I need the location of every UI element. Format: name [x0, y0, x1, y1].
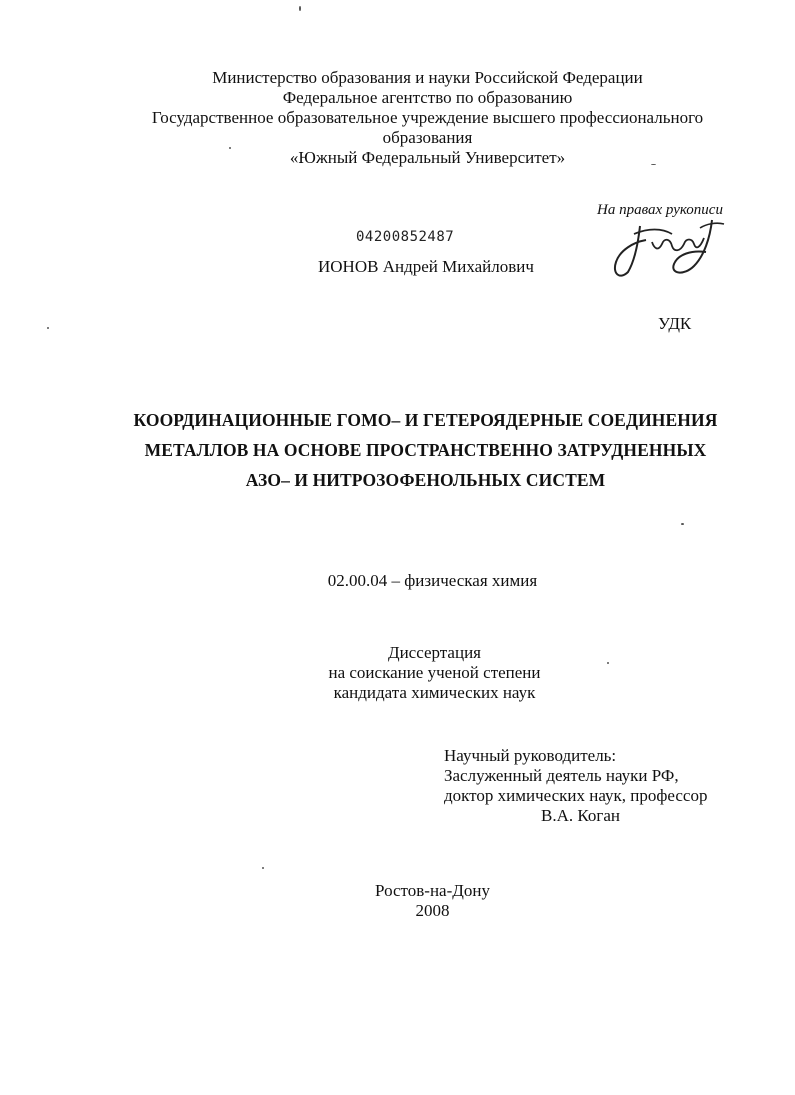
supervisor-honor: Заслуженный деятель науки РФ,: [444, 766, 679, 785]
supervisor-label: Научный руководитель:: [444, 746, 617, 765]
scan-speck: [262, 867, 264, 869]
city: Ростов-на-Дону: [375, 881, 490, 900]
udk-label: УДК: [658, 314, 692, 333]
manuscript-rights-note: На правах рукописи: [597, 202, 723, 218]
dissertation-label: Диссертация: [387, 643, 481, 662]
header-line-agency: Федеральное агентство по образованию: [282, 88, 573, 107]
title-line-2: МЕТАЛЛОВ НА ОСНОВЕ ПРОСТРАНСТВЕННО ЗАТРУДНЕННЫХ: [144, 440, 707, 460]
scan-speck: [299, 6, 301, 11]
place-year-block: [35, 881, 795, 921]
author-name: ИОНОВ Андрей Михайлович: [318, 257, 534, 276]
header-line-university: «Южный Федеральный Университет»: [289, 148, 566, 167]
supervisor-name: В.А. Коган: [541, 806, 620, 825]
scan-speck: [651, 164, 656, 165]
supervisor-degree: доктор химических наук, профессор: [444, 786, 708, 805]
handwritten-signature: [600, 208, 730, 280]
degree-field-line: кандидата химических наук: [333, 683, 536, 702]
title-line-1: КООРДИНАЦИОННЫЕ ГОМО– И ГЕТЕРОЯДЕРНЫЕ СОЕДИНЕНИЯ: [133, 410, 718, 430]
degree-line: на соискание ученой степени: [328, 663, 541, 682]
catalog-number: 04200852487: [356, 229, 455, 245]
title-line-3: АЗО– И НИТРОЗОФЕНОЛЬНЫХ СИСТЕМ: [245, 470, 606, 490]
header-line-ministry: Министерство образования и науки Российской Федерации: [212, 68, 643, 87]
header-line-institution: Государственное образовательное учреждение высшего профессионального: [151, 108, 704, 127]
scan-speck: [229, 147, 231, 149]
header-line-institution-cont: образования: [382, 128, 473, 147]
specialty-code: 02.00.04 – физическая химия: [327, 571, 538, 590]
dissertation-degree-block: [37, 643, 795, 703]
ministry-header: [30, 68, 795, 168]
supervisor-block: [444, 746, 707, 826]
dissertation-title: [28, 405, 795, 495]
scan-speck: [47, 327, 49, 329]
year: 2008: [415, 901, 450, 920]
scan-speck: [681, 523, 684, 525]
scan-speck: [607, 662, 609, 664]
